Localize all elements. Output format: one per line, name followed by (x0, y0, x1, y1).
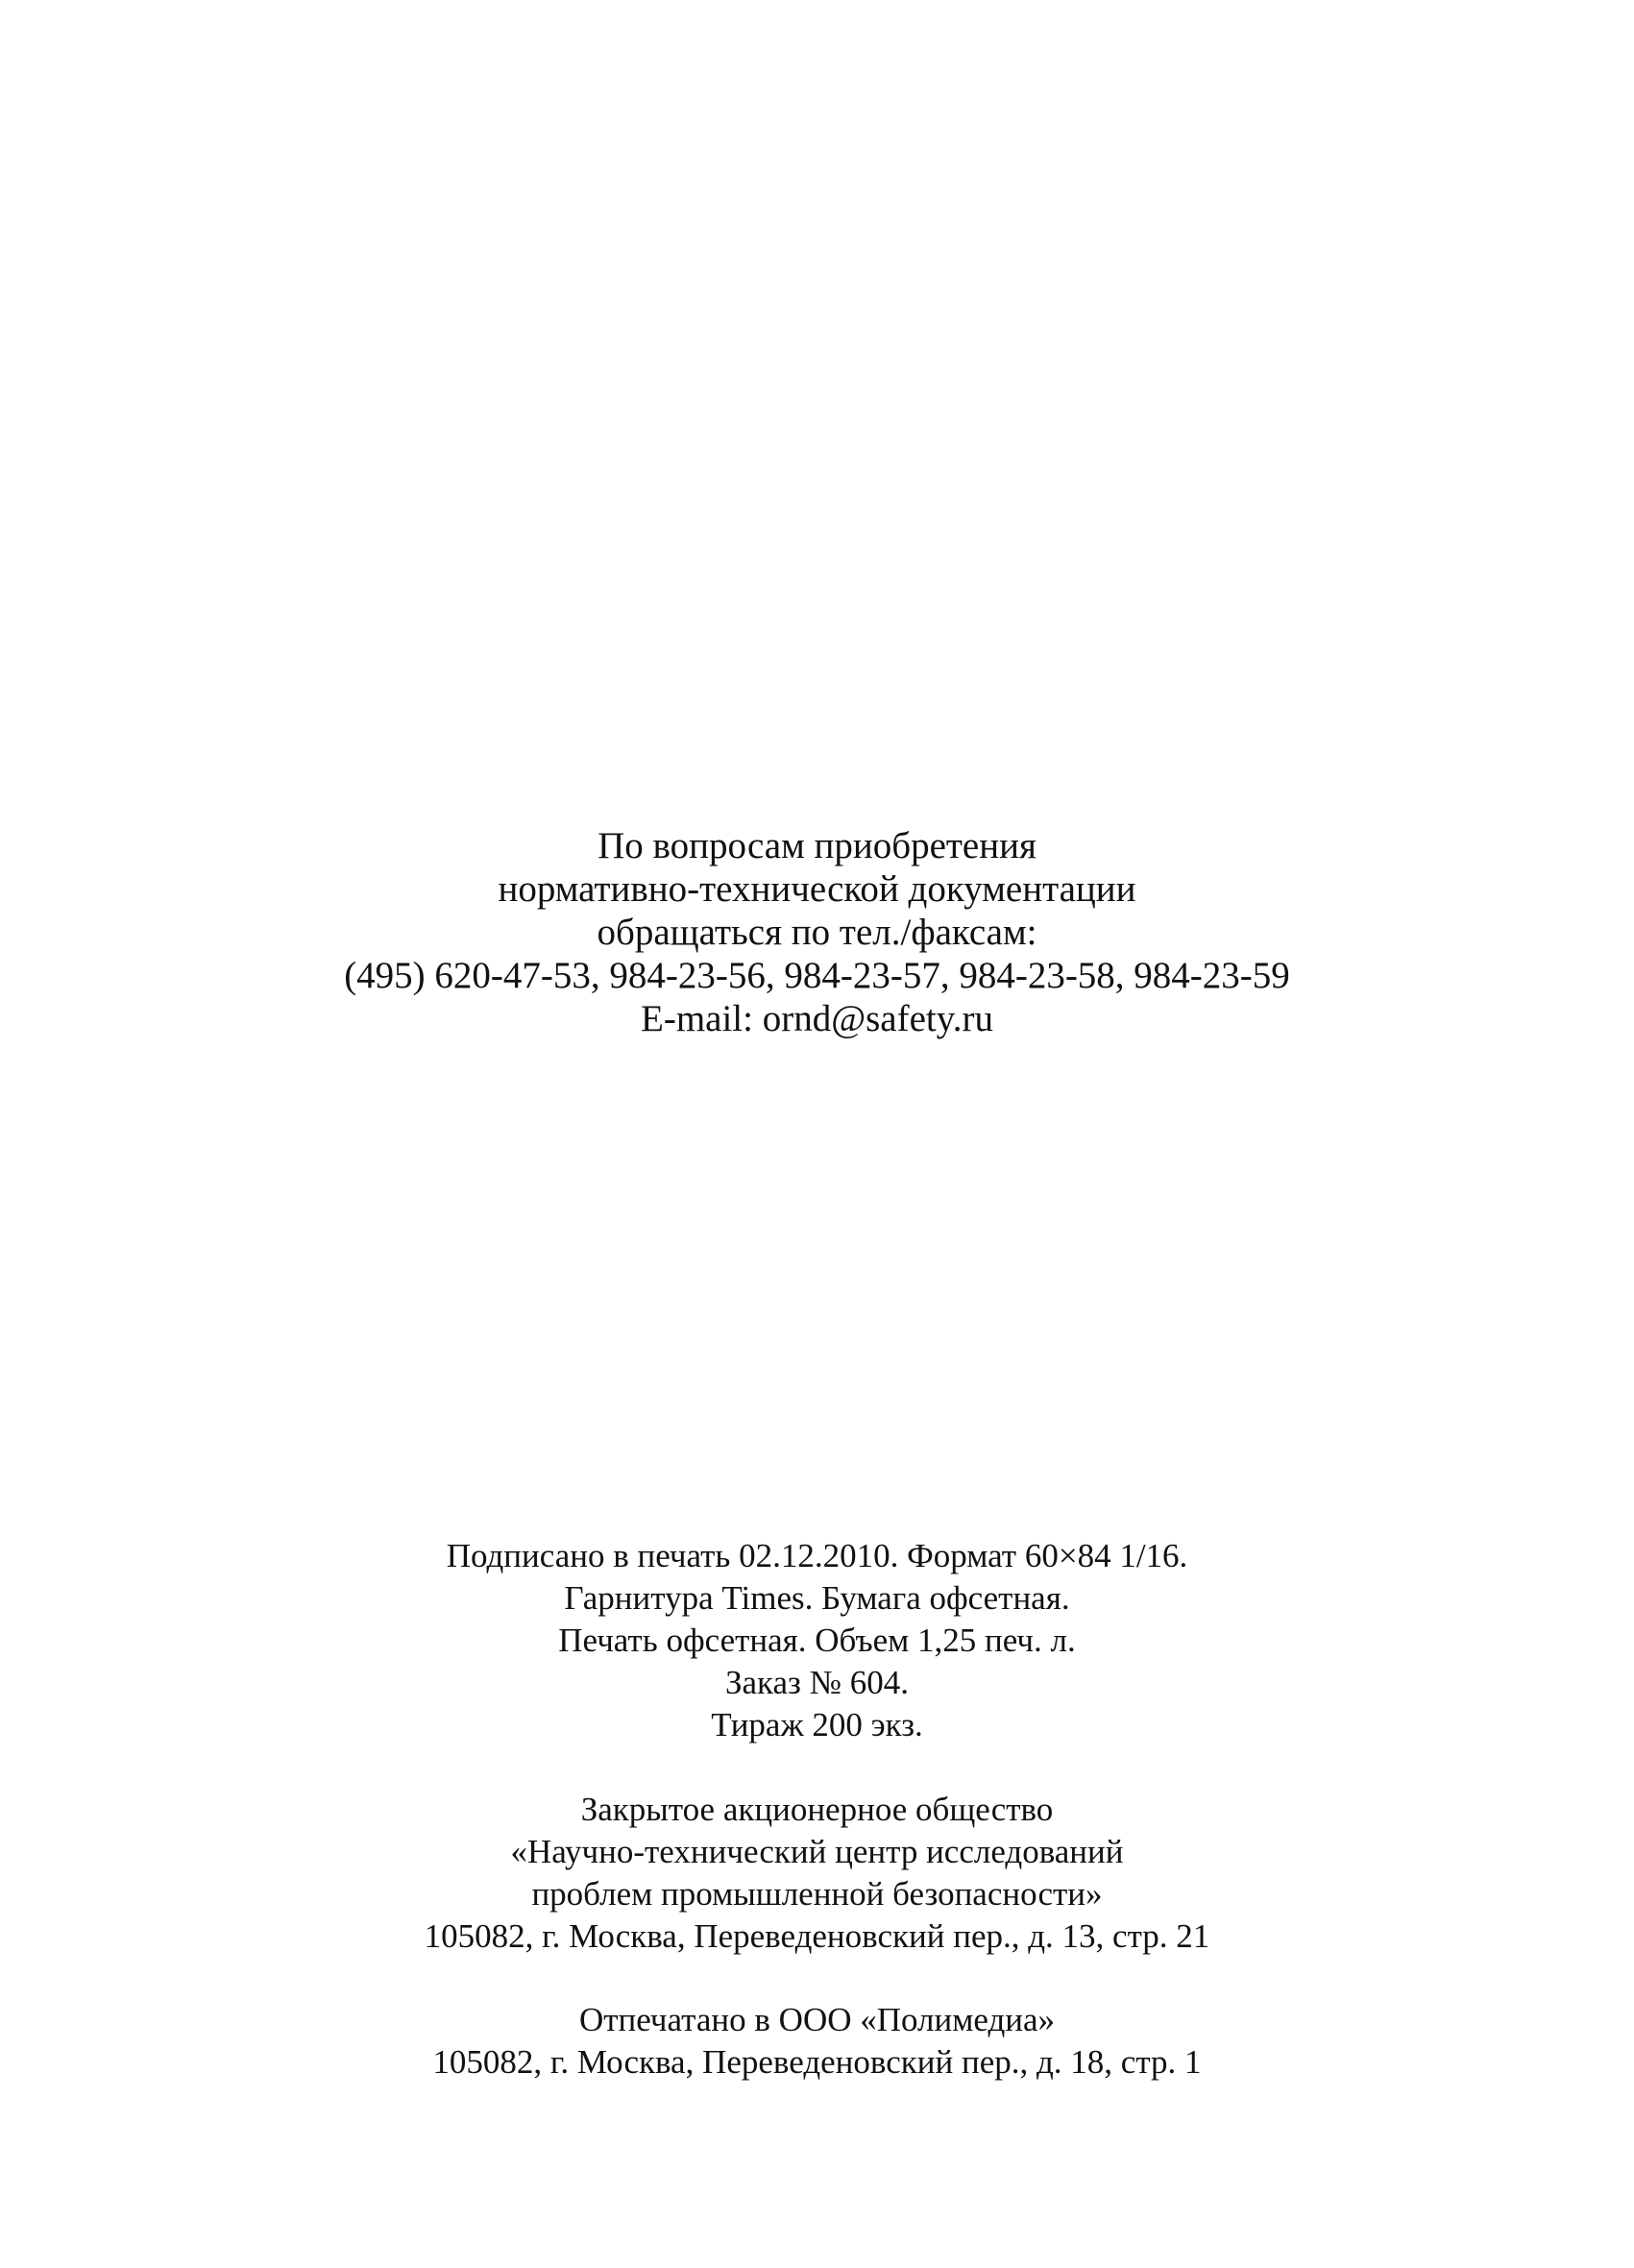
contact-line-phone-numbers: (495) 620-47-53, 984-23-56, 984-23-57, 984-23-58, 984-23-59 (344, 955, 1290, 996)
publisher-line-name-part2: проблем промышленной безопасности» (531, 1875, 1103, 1913)
imprint-line-circulation: Тираж 200 экз. (711, 1706, 923, 1744)
printer-block (0, 1999, 1634, 2084)
contact-line-purchase: По вопросам приобретения (598, 825, 1036, 866)
publisher-line-name-part1: «Научно-технический центр исследований (510, 1833, 1124, 1870)
imprint-line-order: Заказ № 604. (724, 1664, 910, 1701)
publisher-block (0, 1789, 1634, 1958)
contact-line-documentation: нормативно-технической документации (498, 868, 1136, 910)
imprint-block (0, 1535, 1634, 1746)
imprint-line-signed-format: Подписано в печать 02.12.2010. Формат 60×84 1/16. (446, 1537, 1188, 1574)
contact-info-block (0, 824, 1634, 1040)
contact-line-phone-fax-label: обращаться по тел./факсам: (597, 912, 1037, 953)
publisher-line-address: 105082, г. Москва, Переведеновский пер., д. 13, стр. 21 (424, 1917, 1210, 1955)
imprint-line-print-volume: Печать офсетная. Объем 1,25 печ. л. (558, 1622, 1076, 1659)
printer-line-name: Отпечатано в ООО «Полимедиа» (578, 2001, 1056, 2038)
contact-line-email: E-mail: ornd@safety.ru (641, 998, 993, 1039)
printer-line-address: 105082, г. Москва, Переведеновский пер., д. 18, стр. 1 (432, 2043, 1202, 2081)
publisher-line-company-type: Закрытое акционерное общество (580, 1791, 1054, 1828)
imprint-line-typeface-paper: Гарнитура Times. Бумага офсетная. (564, 1579, 1070, 1617)
